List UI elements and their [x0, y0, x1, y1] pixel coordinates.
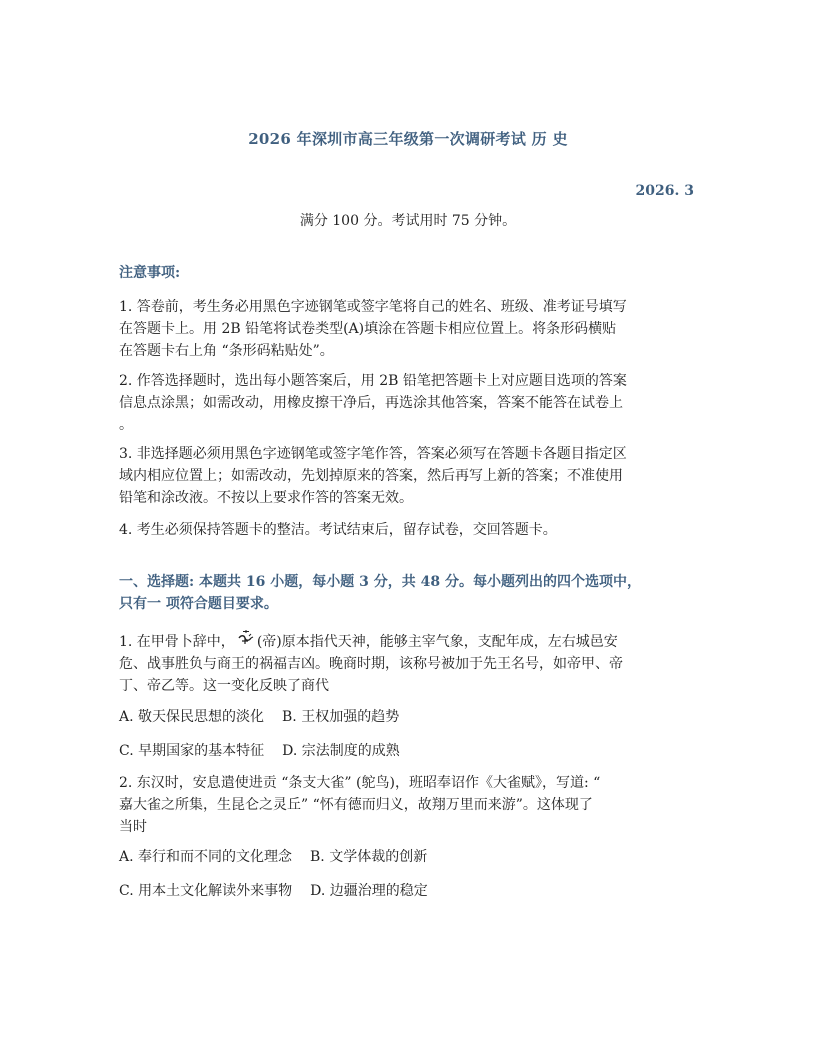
- notice-item-line: 域内相应位置上；如需改动，先划掉原来的答案，然后再写上新的答案；不准使用: [119, 468, 623, 484]
- option-d: D. 边疆治理的稳定: [310, 883, 428, 899]
- option-c: C. 用本土文化解读外来事物: [119, 883, 293, 899]
- notice-item-line: 在答题卡上。用 2B 铅笔将试卷类型(A)填涂在答题卡相应位置上。将条形码横贴: [119, 321, 617, 337]
- option-c: C. 早期国家的基本特征: [119, 743, 265, 759]
- notice-item-line: 4. 考生必须保持答题卡的整洁。考试结束后，留存试卷，交回答题卡。: [119, 522, 557, 538]
- question-line: 当时: [119, 819, 147, 835]
- question-1-options-row: [119, 706, 699, 728]
- option-a: A. 奉行和而不同的文化理念: [119, 849, 293, 865]
- option-d: D. 宗法制度的成熟: [282, 743, 400, 759]
- notice-item-line: 铅笔和涂改液。不按以上要求作答的答案无效。: [119, 490, 413, 506]
- notice-item-line: 3. 非选择题必须用黑色字迹钢笔或签字笔作答，答案必须写在答题卡各题目指定区: [119, 446, 627, 462]
- question-line: 嘉大雀之所集，生昆仑之灵丘” “怀有德而归义，故翔万里而来游”。这体现了: [119, 797, 593, 813]
- question-text: (帝)原本指代天神，能够主宰气象，支配年成，左右城邑安: [256, 634, 618, 650]
- question-2-options-row: [119, 846, 699, 868]
- exam-subtitle: 满分 100 分。考试用时 75 分钟。: [299, 213, 517, 229]
- notice-heading: 注意事项:: [119, 265, 181, 281]
- question-line: 丁、帝乙等。这一变化反映了商代: [119, 678, 329, 694]
- option-b: B. 王权加强的趋势: [282, 709, 400, 725]
- notice-item-3: [119, 443, 699, 509]
- question-1: [119, 631, 699, 697]
- option-a: A. 敬天保民思想的淡化: [119, 709, 265, 725]
- oracle-bone-di-glyph-icon: [235, 632, 257, 648]
- question-line: 2. 东汉时，安息遣使进贡 “条支大雀” (鸵鸟)，班昭奉诏作《大雀赋》，写道: “: [119, 775, 601, 791]
- notice-item-2: [119, 370, 699, 436]
- notice-item-line: 在答题卡右上角 “条形码粘贴处”。: [119, 343, 334, 359]
- question-2: [119, 772, 699, 838]
- section-heading: [119, 571, 699, 615]
- notice-item-4: [119, 519, 699, 541]
- question-line: [119, 631, 699, 653]
- notice-item-line: 信息点涂黑；如需改动，用橡皮擦干净后，再选涂其他答案，答案不能答在试卷上: [119, 395, 623, 411]
- notice-item-line: 2. 作答选择题时，选出每小题答案后，用 2B 铅笔把答题卡上对应题目选项的答案: [119, 373, 627, 389]
- notice-item-line: 1. 答卷前，考生务必用黑色字迹钢笔或签字笔将自己的姓名、班级、准考证号填写: [119, 299, 627, 315]
- section-heading-line: 只有一 项符合题目要求。: [119, 596, 278, 612]
- section-heading-line: 一、选择题: 本题共 16 小题，每小题 3 分，共 48 分。每小题列出的四个选项中，: [119, 574, 641, 590]
- question-1-options-row: [119, 740, 699, 762]
- question-2-options-row: [119, 880, 699, 902]
- notice-item-1: [119, 296, 699, 362]
- exam-title: 2026 年深圳市高三年级第一次调研考试 历 史: [248, 130, 568, 148]
- notice-item-line: 。: [119, 417, 133, 433]
- question-line: 危、战事胜负与商王的祸福吉凶。晚商时期，该称号被加于先王名号，如帝甲、帝: [119, 656, 623, 672]
- question-number: 1. 在甲骨卜辞中，: [119, 634, 235, 650]
- option-b: B. 文学体裁的创新: [310, 849, 428, 865]
- exam-date: 2026. 3: [635, 183, 694, 199]
